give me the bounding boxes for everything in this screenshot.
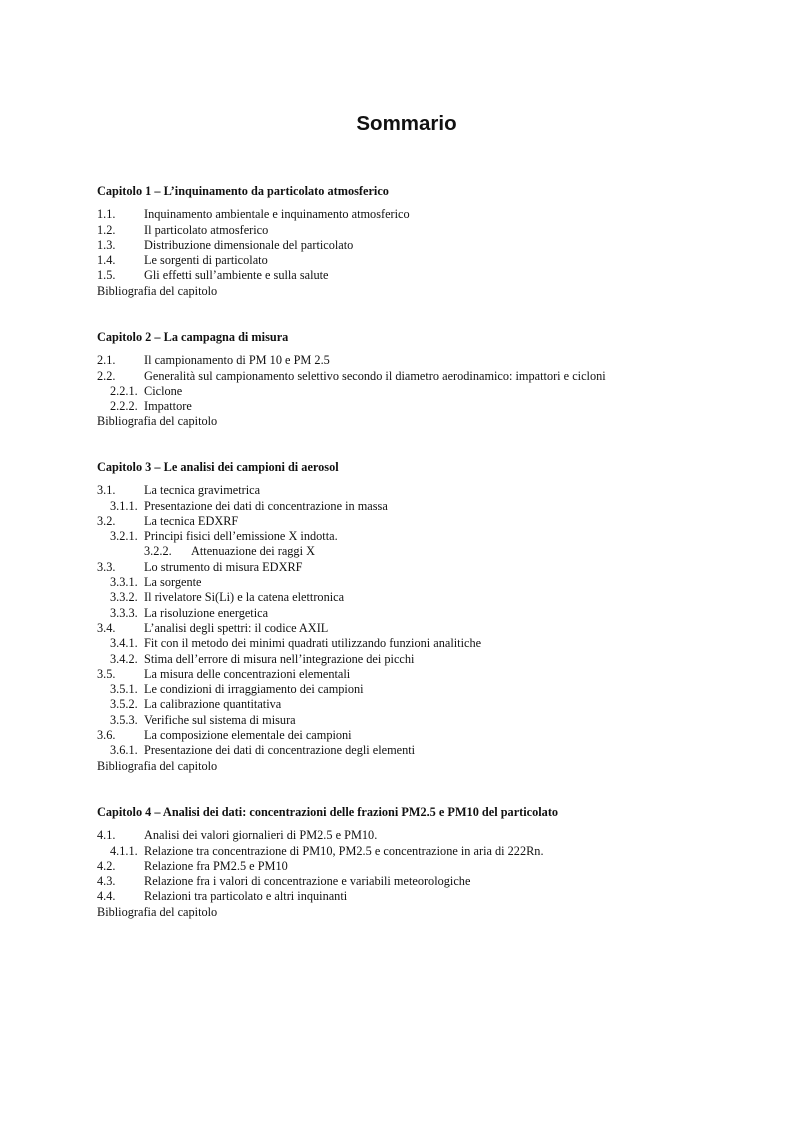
toc-entry[interactable]	[97, 353, 737, 368]
toc-subentry[interactable]	[97, 499, 737, 514]
entry-text: Lo strumento di misura EDXRF	[144, 559, 303, 574]
entry-number: 3.6.1.	[110, 743, 138, 758]
toc-entry[interactable]	[97, 621, 737, 636]
entry-text: Generalità sul campionamento selettivo secondo il diametro aerodinamico: impattori e cicloni	[144, 368, 606, 383]
entry-text: Verifiche sul sistema di misura	[144, 712, 296, 727]
entry-number: 1.4.	[97, 253, 116, 268]
entry-text: Principi fisici dell’emissione X indotta.	[144, 529, 338, 544]
entry-number: 3.5.1.	[110, 682, 138, 697]
entry-text: Attenuazione dei raggi X	[191, 544, 315, 559]
entry-text: Relazioni tra particolato e altri inquinanti	[144, 889, 348, 904]
chapter-title[interactable]: Capitolo 2 – La campagna di misura	[97, 330, 289, 344]
entry-number: 2.2.1.	[110, 383, 138, 398]
toc-subentry[interactable]	[97, 590, 737, 605]
toc-subentry[interactable]	[97, 399, 737, 414]
entry-text: Stima dell’errore di misura nell’integrazione dei picchi	[144, 651, 415, 666]
entry-text: Impattore	[144, 399, 192, 414]
bibliography-link[interactable]: Bibliografia del capitolo	[97, 414, 218, 429]
entry-number: 3.2.	[97, 513, 116, 528]
toc-subentry[interactable]	[97, 606, 737, 621]
entry-number: 3.3.3.	[110, 605, 138, 620]
entry-number: 4.3.	[97, 874, 116, 889]
toc-subentry[interactable]	[97, 384, 737, 399]
chapter-3	[97, 460, 737, 774]
chapter-4	[97, 805, 737, 920]
toc-subsubentry[interactable]	[97, 544, 737, 559]
toc-subentry[interactable]	[97, 652, 737, 667]
entry-number: 3.3.	[97, 559, 116, 574]
entry-number: 3.2.1.	[110, 529, 138, 544]
bibliography-link[interactable]: Bibliografia del capitolo	[97, 758, 218, 773]
toc-entry[interactable]	[97, 207, 737, 222]
toc-entry[interactable]	[97, 253, 737, 268]
toc-subentry[interactable]	[97, 636, 737, 651]
entry-number: 3.1.	[97, 483, 116, 498]
toc-entry[interactable]	[97, 828, 737, 843]
entry-text: Gli effetti sull’ambiente e sulla salute	[144, 268, 329, 283]
entry-number: 3.4.2.	[110, 651, 138, 666]
toc-subentry[interactable]	[97, 529, 737, 544]
entry-text: La composizione elementale dei campioni	[144, 728, 352, 743]
toc-subentry[interactable]	[97, 682, 737, 697]
toc-subentry[interactable]	[97, 713, 737, 728]
entry-number: 3.4.1.	[110, 636, 138, 651]
entry-text: Presentazione dei dati di concentrazione in massa	[144, 498, 388, 513]
entry-text: L’analisi degli spettri: il codice AXIL	[144, 620, 329, 635]
entry-text: Il campionamento di PM 10 e PM 2.5	[144, 353, 330, 368]
toc-subentry[interactable]	[97, 697, 737, 712]
entry-number: 2.2.	[97, 368, 116, 383]
entry-text: Fit con il metodo dei minimi quadrati utilizzando funzioni analitiche	[144, 636, 482, 651]
toc-entry[interactable]	[97, 667, 737, 682]
entry-text: Il particolato atmosferico	[144, 222, 269, 237]
entry-number: 3.6.	[97, 728, 116, 743]
entry-number: 3.5.	[97, 666, 116, 681]
chapter-title[interactable]: Capitolo 4 – Analisi dei dati: concentrazioni delle frazioni PM2.5 e PM10 del particolato	[97, 805, 559, 819]
toc-entry[interactable]	[97, 238, 737, 253]
entry-text: La sorgente	[144, 575, 202, 590]
entry-number: 1.3.	[97, 237, 116, 252]
chapter-title[interactable]: Capitolo 3 – Le analisi dei campioni di aerosol	[97, 460, 339, 474]
toc-entry[interactable]	[97, 560, 737, 575]
page-title: Sommario	[356, 112, 457, 135]
entry-number: 3.5.3.	[110, 712, 138, 727]
entry-text: Le condizioni di irraggiamento dei campioni	[144, 682, 364, 697]
bibliography-link[interactable]: Bibliografia del capitolo	[97, 904, 218, 919]
entry-number: 4.4.	[97, 889, 116, 904]
toc-entry[interactable]	[97, 859, 737, 874]
entry-number: 3.3.2.	[110, 590, 138, 605]
entry-number: 3.4.	[97, 620, 116, 635]
entry-number: 1.2.	[97, 222, 116, 237]
entry-number: 1.1.	[97, 207, 116, 222]
entry-text: La misura delle concentrazioni elementali	[144, 666, 351, 681]
toc-entry[interactable]	[97, 223, 737, 238]
entry-number: 2.2.2.	[110, 399, 138, 414]
entry-number: 2.1.	[97, 353, 116, 368]
toc-entry[interactable]	[97, 874, 737, 889]
entry-number: 1.5.	[97, 268, 116, 283]
entry-number: 3.2.2.	[144, 544, 172, 559]
entry-number: 4.1.	[97, 828, 116, 843]
toc-entry[interactable]	[97, 369, 737, 384]
toc-entry[interactable]	[97, 268, 737, 283]
entry-text: La calibrazione quantitativa	[144, 697, 282, 712]
toc-subentry[interactable]	[97, 575, 737, 590]
entry-text: Inquinamento ambientale e inquinamento atmosferico	[144, 207, 410, 222]
entry-number: 3.5.2.	[110, 697, 138, 712]
entry-text: Relazione fra i valori di concentrazione e variabili meteorologiche	[144, 874, 471, 889]
entry-number: 3.3.1.	[110, 575, 138, 590]
toc-entry[interactable]	[97, 514, 737, 529]
entry-text: Relazione tra concentrazione di PM10, PM2.5 e concentrazione in aria di 222Rn.	[144, 843, 544, 858]
entry-text: La tecnica EDXRF	[144, 513, 239, 528]
entry-text: Distribuzione dimensionale del particolato	[144, 237, 354, 252]
entry-number: 4.1.1.	[110, 843, 138, 858]
entry-text: Il rivelatore Si(Li) e la catena elettronica	[144, 590, 345, 605]
entry-text: Analisi dei valori giornalieri di PM2.5 e PM10.	[144, 828, 378, 843]
entry-text: Ciclone	[144, 383, 183, 398]
entry-number: 4.2.	[97, 858, 116, 873]
entry-text: La tecnica gravimetrica	[144, 483, 261, 498]
entry-text: Presentazione dei dati di concentrazione degli elementi	[144, 743, 416, 758]
toc-entry[interactable]	[97, 483, 737, 498]
toc-entry[interactable]	[97, 728, 737, 743]
toc-entry[interactable]	[97, 889, 737, 904]
bibliography-link[interactable]: Bibliografia del capitolo	[97, 283, 218, 298]
toc-subentry[interactable]	[97, 844, 737, 859]
entry-number: 3.1.1.	[110, 498, 138, 513]
entry-text: Le sorgenti di particolato	[144, 253, 268, 268]
chapter-title[interactable]: Capitolo 1 – L’inquinamento da particolato atmosferico	[97, 184, 389, 198]
chapter-2	[97, 330, 737, 430]
entry-text: Relazione fra PM2.5 e PM10	[144, 858, 288, 873]
chapter-1	[97, 184, 737, 299]
entry-text: La risoluzione energetica	[144, 605, 269, 620]
toc-subentry[interactable]	[97, 743, 737, 758]
